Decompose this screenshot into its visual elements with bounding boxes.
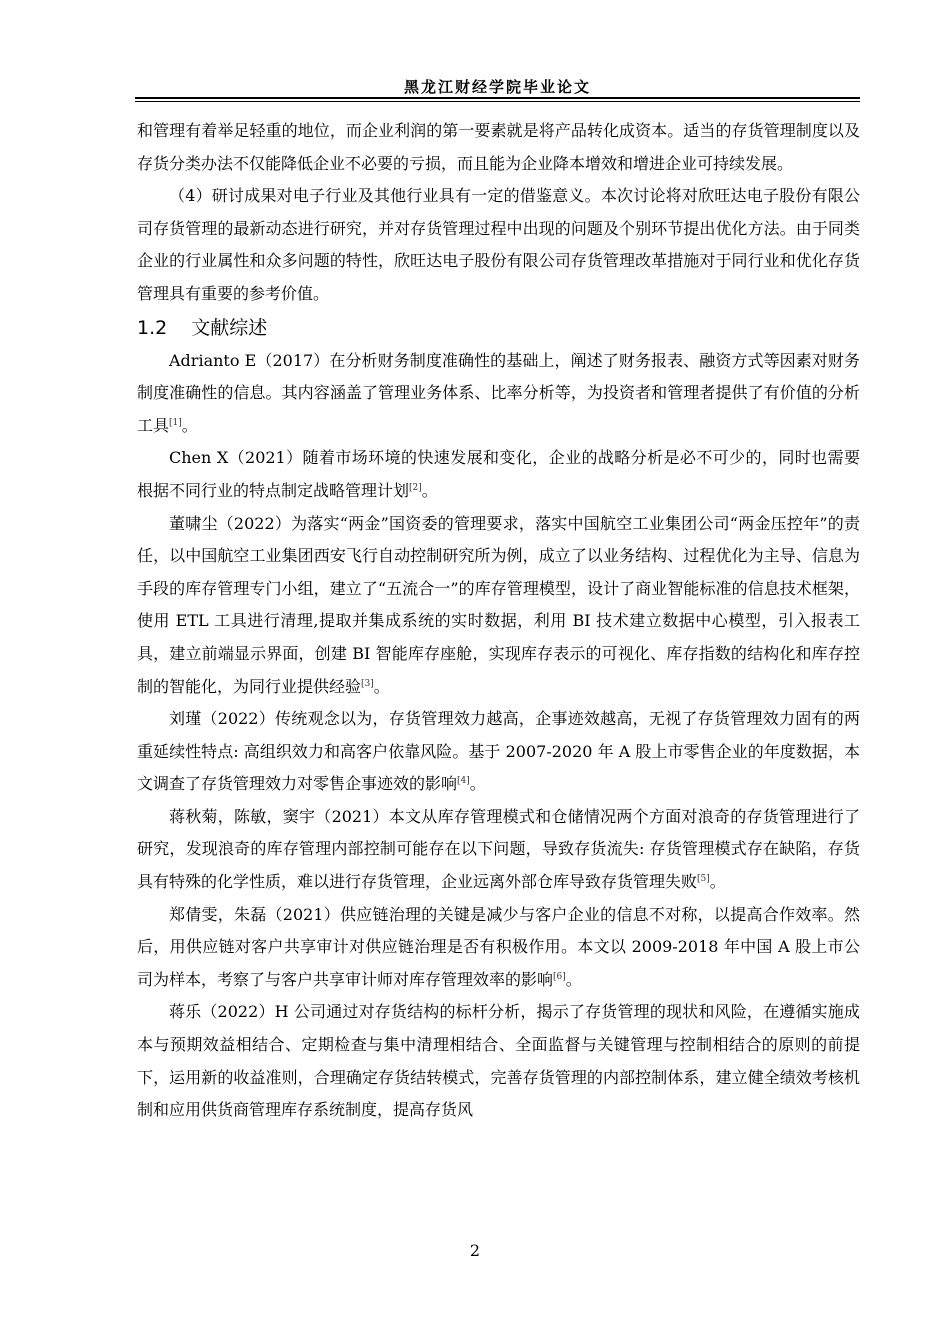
page-number: 2 [469,1241,481,1260]
paragraph-tail: 。 [181,415,198,435]
citation-ref: [5] [697,874,710,885]
paragraph-literature [137,442,860,507]
citation-ref: [4] [457,776,470,787]
paragraph-literature [137,996,860,1126]
header-rule-thick [135,97,860,99]
paragraph-tail: 。 [469,774,486,794]
paragraph-literature [137,801,860,899]
paragraph-text: 郑倩雯，朱磊（2021）供应链治理的关键是减少与客户企业的信息不对称，以提高合作效率。然后，用供应链对客户共享审计对供应链治理是否有积极作用。本文以 2009-2018 年中国 A 股上市公司为样本，考察了与客户共享审计师对库存管理效率的影响 [137,904,860,989]
paragraph-literature [137,703,860,801]
paragraph-text: Chen X（2021）随着市场环境的快速发展和变化，企业的战略分析是必不可少的，同时也需要根据不同行业的特点制定战略管理计划 [137,448,860,500]
paragraph-text: 刘瑾（2022）传统观念以为，存货管理效力越高，企事迹效越高，无视了存货管理效力固有的两重延续性特点: 高组织效力和高客户依靠风险。基于 2007-2020 年 A 股上市零售企业的年度数据，本文调查了存货管理效力对零售企事迹效的影响 [137,709,860,794]
paragraph-significance-4: （4）研讨成果对电子行业及其他行业具有一定的借鉴意义。本次讨论将对欣旺达电子股份有限公司存货管理的最新动态进行研究，并对存货管理过程中出现的问题及个别环节提出优化方法。由于同类企业的行业属性和众多问题的特性，欣旺达电子股份有限公司存货管理改革措施对于同行业和优化存货管理具有重要的参考价值。 [137,186,860,303]
paragraph-text: 蒋乐（2022）H 公司通过对存货结构的标杆分析，揭示了存货管理的现状和风险，在遵循实施成本与预期效益相结合、定期检查与集中清理相结合、全面监督与关键管理与控制相结合的原则的前提下，运用新的收益准则，合理确定存货结转模式，完善存货管理的内部控制体系，建立健全绩效考核机制和应用供货商管理库存系统制度，提高存货风 [137,1002,860,1120]
section-number: 1.2 [137,316,168,339]
paragraph-tail: 。 [565,969,582,989]
paragraph-tail: 。 [709,872,726,892]
header-rule-thin [135,101,860,102]
running-header: 黑龙江财经学院毕业论文 [403,78,591,96]
section-title: 文献综述 [191,316,268,339]
paragraph-tail: 。 [373,676,390,696]
page-body [137,115,860,1127]
paragraph-continued: 和管理有着举足轻重的地位，而企业利润的第一要素就是将产品转化成资本。适当的存货管理制度以及存货分类办法不仅能降低企业不必要的亏损，而且能为企业降本增效和增进企业可持续发展。 [137,121,860,173]
paragraph-literature [137,508,860,704]
paragraph-text: Adrianto E（2017）在分析财务制度准确性的基础上，阐述了财务报表、融资方式等因素对财务制度准确性的信息。其内容涵盖了管理业务体系、比率分析等，为投资者和管理者提供了有价值的分析工具 [137,350,860,435]
citation-ref: [1] [169,417,182,428]
paragraph-tail: 。 [421,480,438,500]
citation-ref: [2] [409,482,422,493]
paragraph-text: 董啸尘（2022）为落实“两金”国资委的管理要求，落实中国航空工业集团公司“两金压控年”的责任，以中国航空工业集团西安飞行自动控制研究所为例，成立了以业务结构、过程优化为主导、信息为手段的库存管理专门小组，建立了“五流合一”的库存管理模型，设计了商业智能标准的信息技术框架，使用 ETL 工具进行清理,提取并集成系统的实时数据，利用 BI 技术建立数据中心模型，引入报表工具，建立前端显示界面，创建 BI 智能库存座舱，实现库存表示的可视化、库存指数的结构化和库存控制的智能化，为同行业提供经验 [137,513,860,696]
section-heading [137,311,860,345]
paragraph-literature [137,345,860,443]
paragraph-text: 蒋秋菊，陈敏，窦宇（2021）本文从库存管理模式和仓储情况两个方面对浪奇的存货管理进行了研究，发现浪奇的库存管理内部控制可能存在以下问题，导致存货流失: 存货管理模式存在缺陷，存货具有特殊的化学性质，难以进行存货管理，企业远离外部仓库导致存货管理失败 [137,806,860,892]
citation-ref: [3] [361,678,374,689]
paragraph-literature [137,899,860,997]
citation-ref: [6] [553,971,566,982]
